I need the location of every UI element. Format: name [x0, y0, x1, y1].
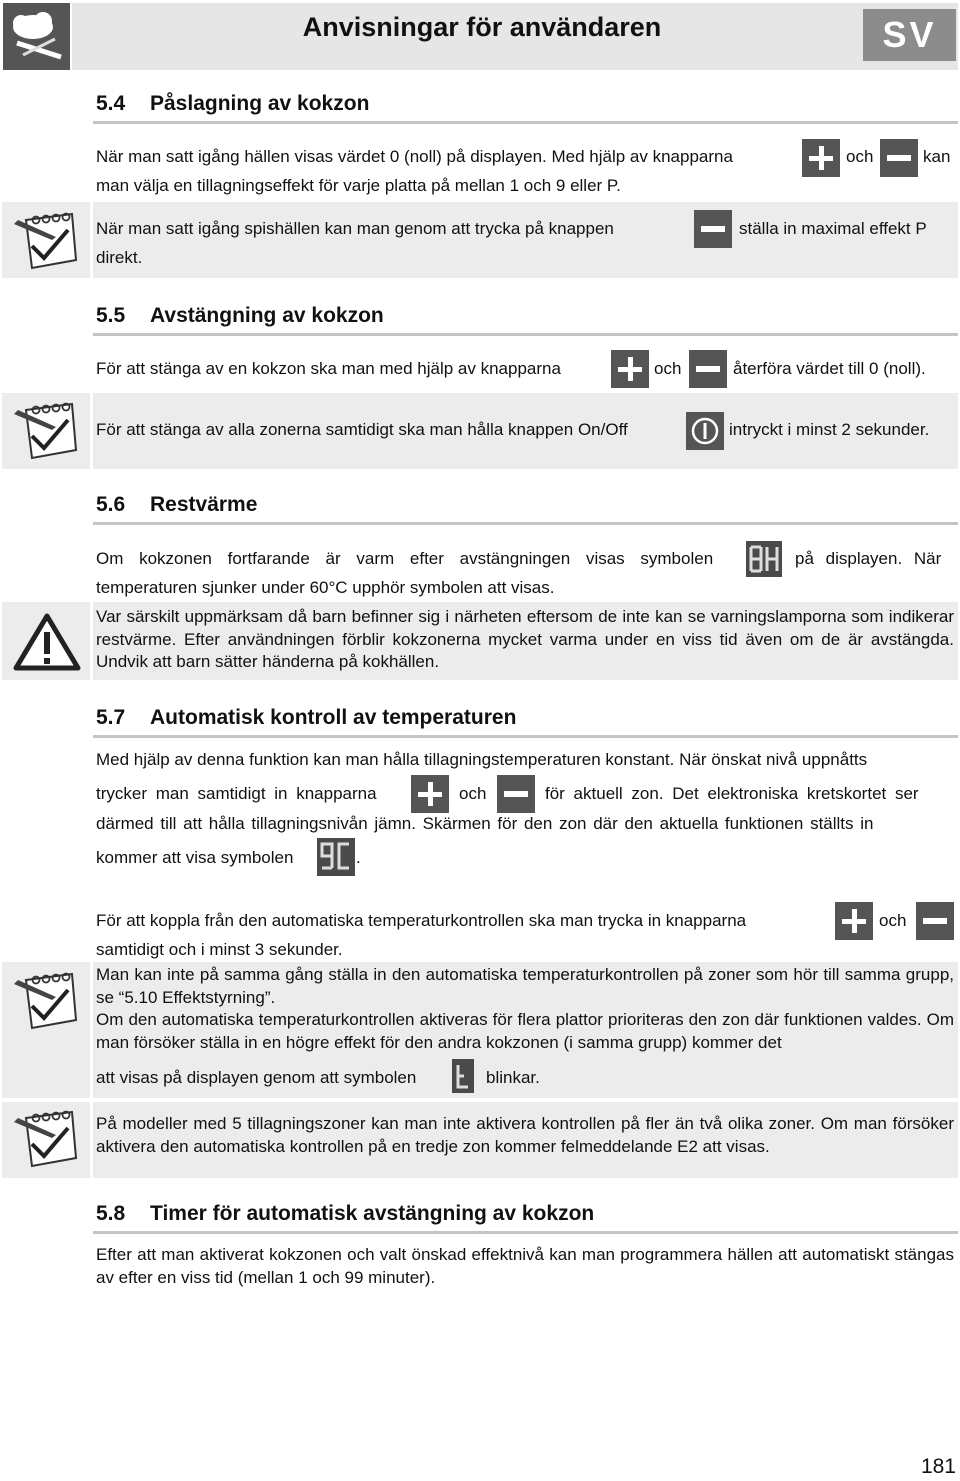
- s57-text: kommer att visa symbolen: [96, 848, 294, 867]
- s57-text: Med hjälp av denna funktion kan man hålla tillagningstemperaturen konstant. När önskat nivå uppnåtts: [96, 750, 868, 769]
- s57-text: och: [879, 911, 907, 930]
- section-heading-5-6: 5.6 Restvärme: [96, 493, 258, 516]
- note-band: [93, 202, 958, 278]
- temp-control-display-icon: [317, 838, 355, 876]
- minus-button-icon: [689, 350, 727, 388]
- plus-button-icon: [835, 902, 873, 940]
- section-heading-5-8: 5.8 Timer för automatisk avstängning av kokzon: [96, 1202, 595, 1225]
- plus-button-icon: [802, 139, 840, 177]
- plus-button-icon: [611, 350, 649, 388]
- s57-text: samtidigt och i minst 3 sekunder.: [96, 940, 343, 959]
- s56-warning-text: Var särskilt uppmärksam då barn befinner sig i närheten eftersom de inte kan se varningslamporna som indikerar restvärme. Efter användningen förblir kokzonerna mycket varma under en viss tid även om de är avstängda. Undvik att barn sätter händerna på kokhällen.: [96, 607, 954, 671]
- s54-note-text: ställa in maximal effekt P: [739, 219, 927, 238]
- s57-text: .: [356, 848, 361, 867]
- s56-text: Om kokzonen fortfarande är varm efter avstängningen visas symbolen: [96, 549, 714, 568]
- s54-note-text: direkt.: [96, 248, 143, 267]
- s57-text: och: [459, 784, 487, 803]
- s55-note-text: För att stänga av alla zonerna samtidigt ska man hålla knappen On/Off: [96, 420, 628, 439]
- s58-text: Efter att man aktiverat kokzonen och valt önskad effektnivå kan man programmera hällen att automatiskt stängas av efter en viss tid (mellan 1 och 99 minuter).: [96, 1245, 954, 1287]
- residual-heat-display-icon: [746, 541, 782, 577]
- section-rule: [93, 1231, 958, 1234]
- section-heading-5-7: 5.7 Automatisk kontroll av temperaturen: [96, 706, 517, 729]
- section-rule: [93, 121, 958, 124]
- s57-note-text: blinkar.: [486, 1068, 540, 1087]
- s55-text: och: [654, 359, 682, 378]
- section-heading-5-4: 5.4 Påslagning av kokzon: [96, 92, 370, 115]
- power-button-icon: [686, 412, 724, 450]
- s57-note-text: Om den automatiska temperaturkontrollen aktiveras för flera plattor prioriteras den zon där funktionen valdes. Om man försöker ställa in en högre effekt för den andra kokzonen (i samma grupp) kommer det: [96, 1010, 954, 1052]
- note-pad-icon: [12, 210, 78, 272]
- page-number: 181: [920, 1455, 956, 1478]
- minus-button-icon: [694, 210, 732, 248]
- section-rule: [93, 735, 958, 738]
- header-title: Anvisningar för användaren: [302, 12, 662, 42]
- s57-text: För att koppla från den automatiska temperaturkontrollen ska man trycka in knapparna: [96, 911, 747, 930]
- minus-button-icon: [880, 139, 918, 177]
- section-heading-5-5: 5.5 Avstängning av kokzon: [96, 304, 384, 327]
- s54-text: När man satt igång hällen visas värdet 0 (noll) på displayen. Med hjälp av knapparna: [96, 147, 733, 166]
- s56-text: temperaturen sjunker under 60°C upphör symbolen att visas.: [96, 578, 555, 597]
- s54-note-text: När man satt igång spishällen kan man genom att trycka på knappen: [96, 219, 614, 238]
- s57-note-text: Man kan inte på samma gång ställa in den automatiska temperaturkontrollen på zoner som hör till samma grupp, se “5.10 Effektstyrning”.: [96, 965, 954, 1007]
- s55-text: återföra värdet till 0 (noll).: [733, 359, 926, 378]
- s54-text: kan: [923, 147, 951, 166]
- warning-triangle-icon: [12, 610, 82, 672]
- minus-button-icon: [497, 775, 535, 813]
- s55-note-text: intryckt i minst 2 sekunder.: [729, 420, 930, 439]
- note-pad-icon: [12, 400, 78, 462]
- section-rule: [93, 522, 958, 525]
- chef-logo-icon: [3, 3, 70, 70]
- s54-text: och: [846, 147, 874, 166]
- language-badge: SV: [863, 9, 956, 61]
- s57-text: trycker man samtidigt in knapparna: [96, 784, 377, 803]
- page-header: [0, 0, 960, 72]
- s56-text: på displayen. När: [795, 549, 942, 568]
- s57-note-text: På modeller med 5 tillagningszoner kan man inte aktivera kontrollen på fler än två olika zoner. Om man försöker aktivera den automatiska kontrollen på en tredje zon kommer felmeddelande E2 att visas.: [96, 1114, 954, 1156]
- s57-text: för aktuell zon. Det elektroniska kretskortet ser: [545, 784, 919, 803]
- plus-button-icon: [411, 775, 449, 813]
- minus-button-icon: [916, 902, 954, 940]
- group-display-icon: [452, 1059, 474, 1093]
- s55-text: För att stänga av en kokzon ska man med hjälp av knapparna: [96, 359, 561, 378]
- note-pad-icon: [12, 970, 78, 1032]
- section-rule: [93, 333, 958, 336]
- s57-text: därmed till att hålla tillagningsnivån jämn. Skärmen för den zon där den aktuella funktionen ställts in: [96, 814, 874, 833]
- note-pad-icon: [12, 1108, 78, 1170]
- s54-text: man välja en tillagningseffekt för varje platta på mellan 1 och 9 eller P.: [96, 176, 621, 195]
- s57-note-text: att visas på displayen genom att symbolen: [96, 1068, 417, 1087]
